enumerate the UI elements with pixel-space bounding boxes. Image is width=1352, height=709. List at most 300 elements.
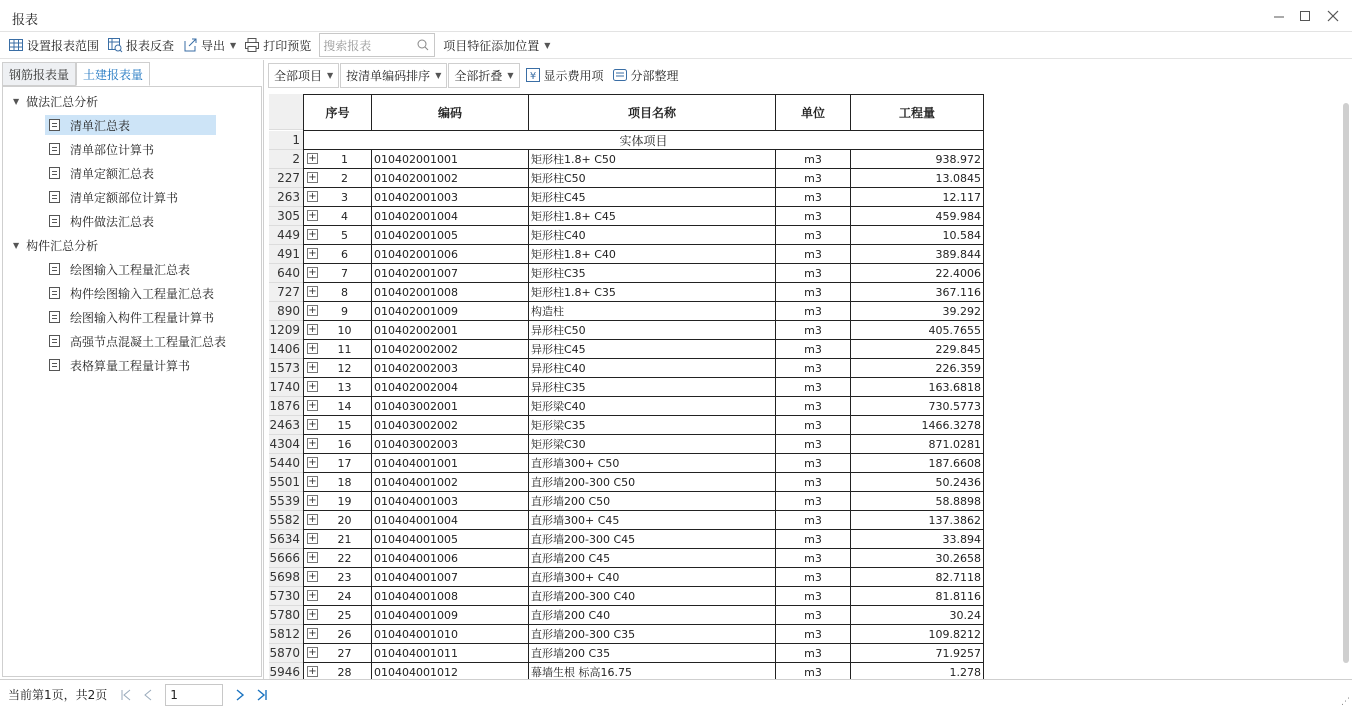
- qty-cell: 30.2658: [851, 549, 984, 568]
- qty-cell: 871.0281: [851, 435, 984, 454]
- table-row[interactable]: [304, 359, 984, 378]
- name-cell: 矩形梁C35: [529, 416, 776, 435]
- expand-icon[interactable]: +: [308, 229, 317, 240]
- seq-value: 3: [341, 190, 348, 204]
- seq-cell: [304, 397, 372, 416]
- name-cell: 矩形柱C45: [529, 188, 776, 207]
- name-cell: 直形墙200-300 C45: [529, 530, 776, 549]
- col-header-name: 项目名称: [529, 95, 776, 131]
- tree-item[interactable]: [45, 355, 196, 375]
- expand-icon[interactable]: +: [308, 495, 317, 506]
- resize-grip-icon[interactable]: ⋰: [1341, 697, 1350, 707]
- qty-cell: 163.6818: [851, 378, 984, 397]
- row-number: 5946: [269, 663, 303, 679]
- row-number: 5666: [269, 549, 303, 568]
- code-cell: 010404001011: [372, 644, 529, 663]
- col-header-unit: 单位: [776, 95, 851, 131]
- expand-icon[interactable]: +: [308, 552, 317, 563]
- unit-cell: m3: [776, 568, 851, 587]
- unit-cell: m3: [776, 663, 851, 680]
- qty-cell: 82.7118: [851, 568, 984, 587]
- expand-icon[interactable]: +: [308, 267, 317, 278]
- expand-icon[interactable]: +: [308, 609, 317, 620]
- row-number: 305: [269, 207, 303, 226]
- code-cell: 010402001008: [372, 283, 529, 302]
- chevron-down-icon: ▼: [13, 96, 20, 106]
- section-arrange-button[interactable]: [608, 63, 683, 87]
- table-row[interactable]: [304, 416, 984, 435]
- row-number: 5634: [269, 530, 303, 549]
- code-cell: 010404001004: [372, 511, 529, 530]
- chevron-down-icon: ▼: [507, 70, 514, 80]
- tab-rebar-report[interactable]: 钢筋报表量: [2, 62, 76, 86]
- seq-cell: [304, 568, 372, 587]
- print-preview-button[interactable]: [240, 33, 315, 57]
- document-icon: [49, 143, 60, 155]
- section-arrange-label: 分部整理: [630, 68, 679, 83]
- qty-cell: 22.4006: [851, 264, 984, 283]
- table-row[interactable]: [304, 302, 984, 321]
- table-row[interactable]: [304, 435, 984, 454]
- code-cell: 010402002002: [372, 340, 529, 359]
- table-row[interactable]: [304, 644, 984, 663]
- expand-icon[interactable]: +: [308, 172, 317, 183]
- code-cell: 010402001007: [372, 264, 529, 283]
- show-fees-button[interactable]: [521, 63, 608, 87]
- tree-item[interactable]: [45, 307, 220, 327]
- qty-cell: 730.5773: [851, 397, 984, 416]
- row-number: 2: [269, 150, 303, 169]
- unit-cell: m3: [776, 359, 851, 378]
- row-number: 449: [269, 226, 303, 245]
- feature-position-label: 项目特征添加位置: [443, 38, 540, 53]
- seq-cell: [304, 492, 372, 511]
- row-number: 640: [269, 264, 303, 283]
- row-number: 1876: [269, 397, 303, 416]
- row-number: 5812: [269, 625, 303, 644]
- expand-icon[interactable]: +: [308, 457, 317, 468]
- row-number: 5582: [269, 511, 303, 530]
- name-cell: 异形柱C35: [529, 378, 776, 397]
- seq-cell: [304, 530, 372, 549]
- expand-icon[interactable]: +: [308, 381, 317, 392]
- grid-icon: [8, 37, 24, 53]
- tree-item[interactable]: [45, 163, 160, 183]
- table-row[interactable]: [304, 511, 984, 530]
- name-cell: 异形柱C45: [529, 340, 776, 359]
- qty-cell: 389.844: [851, 245, 984, 264]
- seq-value: 27: [337, 646, 352, 660]
- qty-cell: 12.117: [851, 188, 984, 207]
- name-cell: 直形墙200-300 C50: [529, 473, 776, 492]
- seq-cell: [304, 264, 372, 283]
- seq-value: 21: [337, 532, 352, 546]
- name-cell: 直形墙300+ C45: [529, 511, 776, 530]
- table-row[interactable]: [304, 397, 984, 416]
- yen-icon: [525, 67, 541, 83]
- show-fees-label: 显示费用项: [543, 68, 604, 83]
- qty-cell: 229.845: [851, 340, 984, 359]
- expand-icon[interactable]: +: [308, 248, 317, 259]
- expand-icon[interactable]: +: [308, 400, 317, 411]
- row-number: 1: [269, 131, 303, 150]
- table-row[interactable]: [304, 340, 984, 359]
- code-cell: 010404001003: [372, 492, 529, 511]
- search-icon[interactable]: [416, 38, 430, 52]
- tree-item[interactable]: [45, 187, 184, 207]
- code-cell: 010402002001: [372, 321, 529, 340]
- row-number: 1209: [269, 321, 303, 340]
- search-input[interactable]: [319, 33, 435, 57]
- close-icon[interactable]: [1322, 7, 1344, 25]
- code-cell: 010402002004: [372, 378, 529, 397]
- code-cell: 010404001002: [372, 473, 529, 492]
- unit-cell: m3: [776, 549, 851, 568]
- report-toolbar: [268, 61, 1352, 89]
- unit-cell: m3: [776, 530, 851, 549]
- tree-item[interactable]: [45, 331, 232, 351]
- seq-value: 5: [341, 228, 348, 242]
- name-cell: 矩形梁C40: [529, 397, 776, 416]
- last-page-icon[interactable]: [251, 685, 273, 705]
- expand-icon[interactable]: +: [308, 305, 317, 316]
- seq-value: 9: [341, 304, 348, 318]
- code-cell: 010403002002: [372, 416, 529, 435]
- name-cell: 矩形柱1.8+ C45: [529, 207, 776, 226]
- qty-cell: 226.359: [851, 359, 984, 378]
- seq-value: 19: [337, 494, 352, 508]
- window-title: 报表: [12, 13, 39, 28]
- tree-group-component-summary[interactable]: [13, 235, 98, 255]
- print-icon: [244, 37, 260, 53]
- table-row[interactable]: [304, 549, 984, 568]
- name-cell: 直形墙200-300 C35: [529, 625, 776, 644]
- set-range-button[interactable]: [4, 33, 103, 57]
- name-cell: 直形墙200-300 C40: [529, 587, 776, 606]
- code-cell: 010404001007: [372, 568, 529, 587]
- name-cell: 异形柱C40: [529, 359, 776, 378]
- status-bar: [0, 679, 1352, 709]
- seq-cell: [304, 169, 372, 188]
- seq-cell: [304, 188, 372, 207]
- code-cell: 010404001005: [372, 530, 529, 549]
- expand-icon[interactable]: +: [308, 343, 317, 354]
- tree-item[interactable]: [45, 139, 160, 159]
- seq-cell: [304, 625, 372, 644]
- report-tree: [2, 86, 262, 677]
- table-row[interactable]: [304, 169, 984, 188]
- unit-cell: m3: [776, 340, 851, 359]
- name-cell: 直形墙200 C40: [529, 606, 776, 625]
- expand-icon[interactable]: +: [308, 590, 317, 601]
- unit-cell: m3: [776, 245, 851, 264]
- expand-icon[interactable]: +: [308, 666, 317, 677]
- qty-cell: 13.0845: [851, 169, 984, 188]
- print-preview-label: 打印预览: [263, 38, 312, 53]
- fold-label: 全部折叠: [454, 68, 503, 83]
- seq-cell: [304, 644, 372, 663]
- tree-group-method-summary[interactable]: [13, 91, 98, 111]
- seq-cell: [304, 606, 372, 625]
- tree-item-label: 清单定额部位计算书: [70, 190, 179, 205]
- tree-item[interactable]: [45, 283, 220, 303]
- unit-cell: m3: [776, 207, 851, 226]
- name-cell: 矩形柱1.8+ C40: [529, 245, 776, 264]
- table-row[interactable]: [304, 226, 984, 245]
- unit-cell: m3: [776, 150, 851, 169]
- seq-cell: [304, 340, 372, 359]
- title-bar: [0, 0, 1352, 32]
- seq-value: 14: [337, 399, 352, 413]
- unit-cell: m3: [776, 511, 851, 530]
- unit-cell: m3: [776, 454, 851, 473]
- tree-group-label: 做法汇总分析: [26, 94, 99, 109]
- table-row[interactable]: [304, 530, 984, 549]
- chevron-down-icon: ▼: [13, 240, 20, 250]
- reverse-check-button[interactable]: [103, 33, 178, 57]
- table-row[interactable]: [304, 264, 984, 283]
- all-items-dropdown[interactable]: [268, 63, 339, 88]
- row-number: 5539: [269, 492, 303, 511]
- document-icon: [49, 311, 60, 323]
- unit-cell: m3: [776, 378, 851, 397]
- table-row[interactable]: [304, 207, 984, 226]
- reverse-check-label: 报表反查: [126, 38, 175, 53]
- expand-icon[interactable]: +: [308, 438, 317, 449]
- table-row[interactable]: [304, 587, 984, 606]
- unit-cell: m3: [776, 492, 851, 511]
- name-cell: 直形墙200 C45: [529, 549, 776, 568]
- qty-cell: 10.584: [851, 226, 984, 245]
- first-page-icon[interactable]: [115, 685, 137, 705]
- row-number: 1573: [269, 359, 303, 378]
- code-cell: 010404001009: [372, 606, 529, 625]
- row-number: 5440: [269, 454, 303, 473]
- expand-icon[interactable]: +: [308, 571, 317, 582]
- unit-cell: m3: [776, 435, 851, 454]
- page-number-input[interactable]: 1: [165, 684, 223, 706]
- qty-cell: 81.8116: [851, 587, 984, 606]
- section-label: 实体项目: [304, 131, 984, 150]
- report-table: [303, 94, 984, 679]
- document-icon: [49, 335, 60, 347]
- document-icon: [49, 263, 60, 275]
- seq-value: 8: [341, 285, 348, 299]
- seq-value: 15: [337, 418, 352, 432]
- arrange-icon: [612, 67, 628, 83]
- expand-icon[interactable]: +: [308, 324, 317, 335]
- table-row[interactable]: [304, 188, 984, 207]
- col-header-code: 编码: [372, 95, 529, 131]
- seq-value: 25: [337, 608, 352, 622]
- qty-cell: 405.7655: [851, 321, 984, 340]
- code-cell: 010402001005: [372, 226, 529, 245]
- prev-page-icon[interactable]: [137, 685, 159, 705]
- seq-value: 12: [337, 361, 352, 375]
- name-cell: 矩形柱C35: [529, 264, 776, 283]
- seq-value: 2: [341, 171, 348, 185]
- qty-cell: 1.278: [851, 663, 984, 680]
- seq-cell: [304, 416, 372, 435]
- code-cell: 010404001001: [372, 454, 529, 473]
- all-items-label: 全部项目: [274, 68, 323, 83]
- seq-value: 22: [337, 551, 352, 565]
- expand-icon[interactable]: +: [308, 362, 317, 373]
- tree-item-label: 构件绘图输入工程量汇总表: [70, 286, 215, 301]
- seq-cell: [304, 549, 372, 568]
- row-number: 1740: [269, 378, 303, 397]
- unit-cell: m3: [776, 169, 851, 188]
- tree-item-label: 表格算量工程量计算书: [70, 358, 191, 373]
- row-number: 1406: [269, 340, 303, 359]
- seq-value: 26: [337, 627, 352, 641]
- table-row[interactable]: [304, 283, 984, 302]
- qty-cell: 71.9257: [851, 644, 984, 663]
- table-row[interactable]: [304, 454, 984, 473]
- name-cell: 矩形梁C30: [529, 435, 776, 454]
- unit-cell: m3: [776, 606, 851, 625]
- row-number: 227: [269, 169, 303, 188]
- tree-item-label: 清单定额汇总表: [70, 166, 155, 181]
- tree-item-label: 绘图输入构件工程量计算书: [70, 310, 215, 325]
- expand-icon[interactable]: +: [308, 153, 317, 164]
- name-cell: 矩形柱1.8+ C50: [529, 150, 776, 169]
- expand-icon[interactable]: +: [308, 286, 317, 297]
- table-search-icon: [107, 37, 123, 53]
- unit-cell: m3: [776, 644, 851, 663]
- table-row[interactable]: [304, 492, 984, 511]
- unit-cell: m3: [776, 473, 851, 492]
- seq-value: 13: [337, 380, 352, 394]
- next-page-icon[interactable]: [229, 685, 251, 705]
- unit-cell: m3: [776, 188, 851, 207]
- table-row[interactable]: [304, 321, 984, 340]
- unit-cell: m3: [776, 397, 851, 416]
- table-row[interactable]: [304, 606, 984, 625]
- code-cell: 010403002001: [372, 397, 529, 416]
- seq-value: 20: [337, 513, 352, 527]
- table-row[interactable]: [304, 150, 984, 169]
- seq-value: 23: [337, 570, 352, 584]
- document-icon: [49, 119, 60, 131]
- document-icon: [49, 167, 60, 179]
- row-number: 263: [269, 188, 303, 207]
- code-cell: 010404001008: [372, 587, 529, 606]
- qty-cell: 30.24: [851, 606, 984, 625]
- export-label: 导出: [201, 38, 226, 53]
- document-icon: [49, 359, 60, 371]
- row-number: 5698: [269, 568, 303, 587]
- chevron-down-icon: ▼: [435, 70, 442, 80]
- qty-cell: 938.972: [851, 150, 984, 169]
- tree-item[interactable]: [45, 211, 160, 231]
- row-number: 5501: [269, 473, 303, 492]
- code-cell: 010404001010: [372, 625, 529, 644]
- code-cell: 010402001006: [372, 245, 529, 264]
- unit-cell: m3: [776, 302, 851, 321]
- export-button[interactable]: [178, 33, 240, 57]
- seq-cell: [304, 587, 372, 606]
- seq-cell: [304, 302, 372, 321]
- seq-cell: [304, 378, 372, 397]
- tree-item-bill-summary[interactable]: [45, 115, 216, 135]
- code-cell: 010404001006: [372, 549, 529, 568]
- minimize-icon[interactable]: [1268, 7, 1290, 25]
- expand-icon[interactable]: +: [308, 476, 317, 487]
- row-number: 890: [269, 302, 303, 321]
- unit-cell: m3: [776, 625, 851, 644]
- seq-cell: [304, 321, 372, 340]
- sort-label: 按清单编码排序: [346, 68, 431, 83]
- table-row[interactable]: [304, 245, 984, 264]
- expand-icon[interactable]: +: [308, 533, 317, 544]
- table-row[interactable]: [304, 663, 984, 680]
- tree-item-label: 清单汇总表: [70, 118, 131, 133]
- expand-icon[interactable]: +: [308, 210, 317, 221]
- name-cell: 直形墙200 C50: [529, 492, 776, 511]
- seq-value: 4: [341, 209, 348, 223]
- unit-cell: m3: [776, 264, 851, 283]
- fold-dropdown[interactable]: [448, 63, 519, 88]
- code-cell: 010402001001: [372, 150, 529, 169]
- set-range-label: 设置报表范围: [27, 38, 100, 53]
- table-row[interactable]: [304, 568, 984, 587]
- name-cell: 异形柱C50: [529, 321, 776, 340]
- document-icon: [49, 287, 60, 299]
- unit-cell: m3: [776, 321, 851, 340]
- row-number: 727: [269, 283, 303, 302]
- seq-value: 11: [337, 342, 352, 356]
- code-cell: 010402001004: [372, 207, 529, 226]
- qty-cell: 459.984: [851, 207, 984, 226]
- expand-icon[interactable]: +: [308, 191, 317, 202]
- vertical-scrollbar[interactable]: [1343, 103, 1349, 663]
- page-info: 当前第1页，共2页: [8, 688, 108, 702]
- report-grid: [268, 89, 1352, 679]
- tree-item[interactable]: [45, 259, 196, 279]
- table-row[interactable]: [304, 473, 984, 492]
- seq-value: 17: [337, 456, 352, 470]
- feature-position-dropdown[interactable]: [439, 33, 554, 57]
- chevron-down-icon: ▼: [327, 70, 334, 80]
- seq-value: 6: [341, 247, 348, 261]
- name-cell: 直形墙300+ C40: [529, 568, 776, 587]
- expand-icon[interactable]: +: [308, 647, 317, 658]
- col-header-qty: 工程量: [851, 95, 984, 131]
- document-icon: [49, 191, 60, 203]
- expand-icon[interactable]: +: [308, 628, 317, 639]
- row-number: 491: [269, 245, 303, 264]
- tab-civil-report[interactable]: 土建报表量: [76, 62, 150, 86]
- expand-icon[interactable]: +: [308, 419, 317, 430]
- sort-dropdown[interactable]: [340, 63, 447, 88]
- name-cell: 矩形柱C50: [529, 169, 776, 188]
- expand-icon[interactable]: +: [308, 514, 317, 525]
- seq-cell: [304, 150, 372, 169]
- code-cell: 010402001002: [372, 169, 529, 188]
- maximize-icon[interactable]: [1294, 7, 1316, 25]
- seq-value: 18: [337, 475, 352, 489]
- unit-cell: m3: [776, 226, 851, 245]
- seq-cell: [304, 511, 372, 530]
- name-cell: 矩形柱1.8+ C35: [529, 283, 776, 302]
- table-row[interactable]: [304, 625, 984, 644]
- qty-cell: 50.2436: [851, 473, 984, 492]
- table-row[interactable]: [304, 378, 984, 397]
- qty-cell: 58.8898: [851, 492, 984, 511]
- seq-value: 28: [337, 665, 352, 679]
- code-cell: 010402002003: [372, 359, 529, 378]
